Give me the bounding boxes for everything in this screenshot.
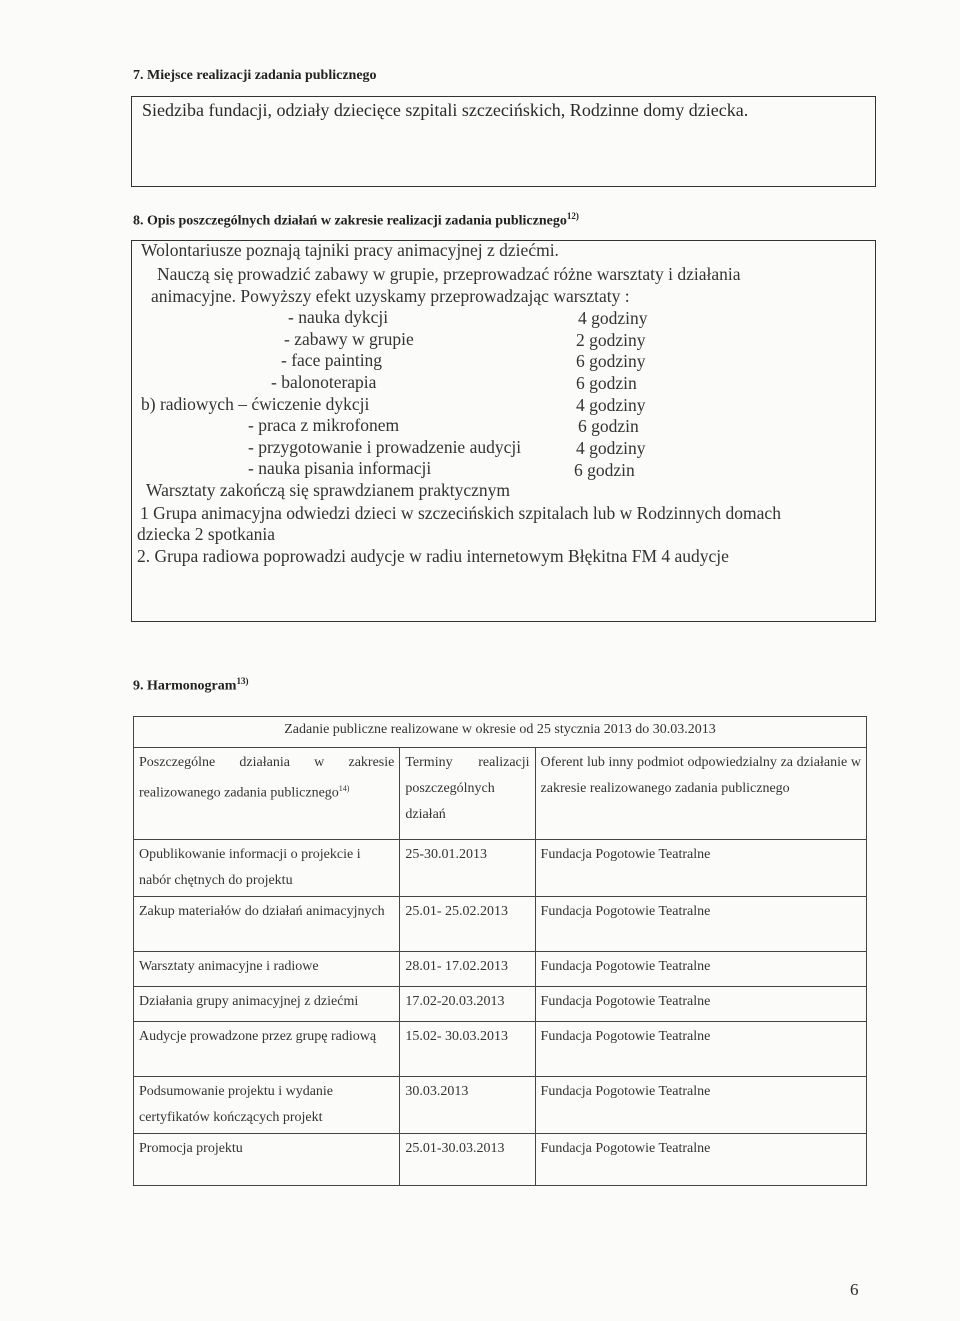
header-dates: Terminy realizacji poszczególnych działań [400,748,535,840]
workshop-name: - balonoterapia [271,372,377,392]
period-cell: Zadanie publiczne realizowane w okresie od 25 stycznia 2013 do 30.03.2013 [134,717,867,748]
entity-cell: Fundacja Pogotowie Teatralne [535,1134,866,1186]
action-cell: Promocja projektu [134,1134,400,1186]
workshop-name: - nauka pisania informacji [248,458,432,478]
action-cell: Działania grupy animacyjnej z dziećmi [134,987,400,1022]
workshop-hours: 2 godziny [576,330,646,350]
workshop-name: - zabawy w grupie [284,329,414,349]
footnote-marker: 14) [338,784,350,793]
dates-cell: 15.02- 30.03.2013 [400,1022,535,1077]
footnote-marker: 13) [236,676,249,686]
entity-cell: Fundacja Pogotowie Teatralne [535,840,866,897]
intro-line-2: Nauczą się prowadzić zabawy w grupie, przeprowadzać różne warsztaty i działania [157,264,741,284]
entity-cell: Fundacja Pogotowie Teatralne [535,897,866,952]
dates-cell: 25-30.01.2013 [400,840,535,897]
workshop-hours: 6 godzin [578,416,639,436]
workshop-hours: 6 godzin [576,373,637,393]
dates-cell: 25.01- 25.02.2013 [400,897,535,952]
table-row [134,840,867,897]
workshop-hours: 4 godziny [576,395,646,415]
dates-cell: 28.01- 17.02.2013 [400,952,535,987]
closing-line: Warsztaty zakończą się sprawdzianem praktycznym [146,480,510,500]
workshop-name: - nauka dykcji [288,307,389,327]
section-9-title: 9. Harmonogram$^{13)}$ [133,676,249,694]
header-entity: Oferent lub inny podmiot odpowiedzialny za działanie w zakresie realizowanego zadania publicznego [535,748,866,840]
section-7-box [131,96,876,187]
item-1-line-b: dziecka 2 spotkania [137,524,276,544]
workshop-hours: 4 godziny [578,308,648,328]
workshop-name: - przygotowanie i prowadzenie audycji [248,437,522,457]
action-cell: Opublikowanie informacji o projekcie i nabór chętnych do projektu [134,840,400,897]
workshop-hours: 6 godziny [576,351,646,371]
workshop-name: - praca z mikrofonem [248,415,400,435]
workshop-name: - face painting [281,350,383,370]
action-cell: Audycje prowadzone przez grupę radiową [134,1022,400,1077]
action-cell: Podsumowanie projektu i wydanie certyfikatów kończących projekt [134,1077,400,1134]
entity-cell: Fundacja Pogotowie Teatralne [535,1022,866,1077]
dates-cell: 30.03.2013 [400,1077,535,1134]
schedule-table [133,716,867,1186]
item-1-line-a: 1 Grupa animacyjna odwiedzi dzieci w szczecińskich szpitalach lub w Rodzinnych domach [140,503,781,523]
page-number: 6 [850,1280,859,1299]
entity-cell: Fundacja Pogotowie Teatralne [535,987,866,1022]
workshop-hours: 6 godzin [574,460,635,480]
table-row [134,1134,867,1186]
table-header-row [134,748,867,840]
dates-cell: 25.01-30.03.2013 [400,1134,535,1186]
section-7-text: Siedziba fundacji, odziały dziecięce szpitali szczecińskich, Rodzinne domy dziecka. [142,100,749,120]
table-row [134,717,867,748]
section-8-box [131,240,876,622]
header-actions: Poszczególne działania w zakresie realizowanego zadania publicznego$^{14)}$ [134,748,400,840]
table-row [134,1077,867,1134]
entity-cell: Fundacja Pogotowie Teatralne [535,1077,866,1134]
item-2-line: 2. Grupa radiowa poprowadzi audycje w radiu internetowym Błękitna FM 4 audycje [137,546,729,566]
entity-cell: Fundacja Pogotowie Teatralne [535,952,866,987]
dates-cell: 17.02-20.03.2013 [400,987,535,1022]
action-cell: Zakup materiałów do działań animacyjnych [134,897,400,952]
section-7-title: 7. Miejsce realizacji zadania publicznego [133,68,377,83]
footnote-marker: 12) [566,211,579,221]
table-row [134,952,867,987]
workshop-name: b) radiowych – ćwiczenie dykcji [141,394,370,414]
workshop-hours: 4 godziny [576,438,646,458]
intro-line-3: animacyjne. Powyższy efekt uzyskamy przeprowadzając warsztaty : [151,286,630,306]
table-row [134,987,867,1022]
table-row [134,897,867,952]
section-8-title: 8. Opis poszczególnych działań w zakresie realizacji zadania publicznego$^{12)}$ [133,211,579,229]
intro-line-1: Wolontariusze poznają tajniki pracy animacyjnej z dziećmi. [141,240,559,260]
action-cell: Warsztaty animacyjne i radiowe [134,952,400,987]
table-row [134,1022,867,1077]
